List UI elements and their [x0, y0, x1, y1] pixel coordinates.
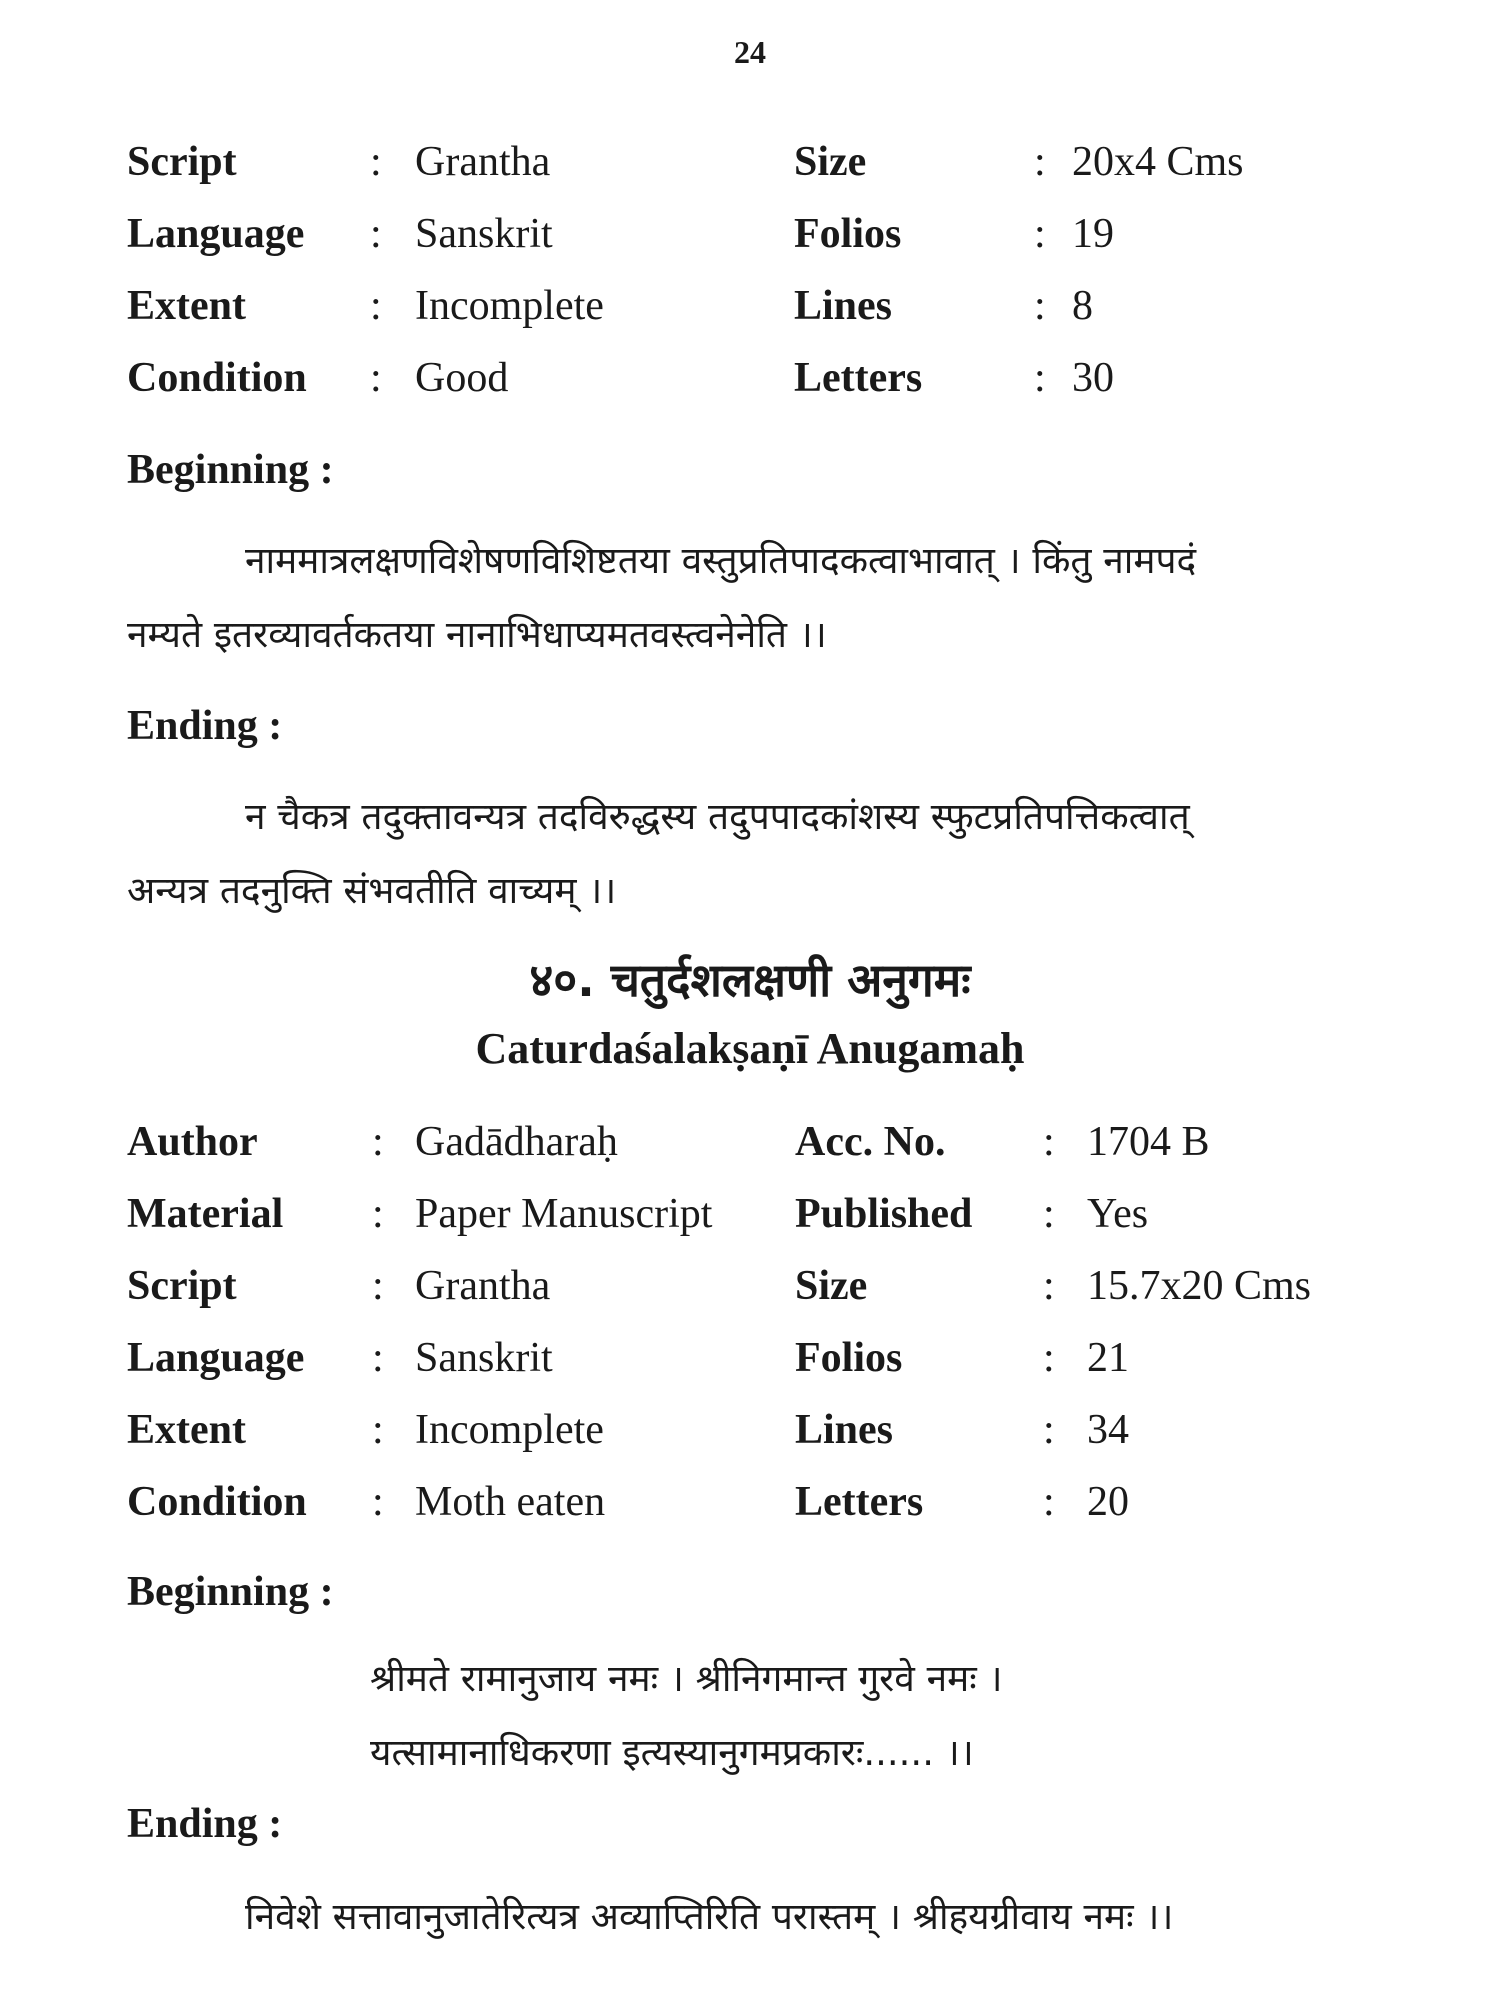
field-colon: :	[372, 1407, 384, 1453]
field-label-2: Lines	[795, 1407, 894, 1453]
beginning-line: श्रीमते रामानुजाय नमः । श्रीनिगमान्त गुरवे नमः ।	[370, 1657, 1003, 1700]
page-number: 24	[734, 34, 766, 70]
field-label-2: Letters	[794, 355, 923, 401]
field-value: Gadādharaḥ	[415, 1119, 618, 1165]
field-value: Good	[415, 355, 509, 401]
field-value: Grantha	[415, 139, 551, 185]
field-colon: :	[372, 1119, 384, 1165]
field-label-2: Letters	[795, 1479, 924, 1525]
meta-row-language	[127, 1328, 1367, 1388]
meta-row-extent	[127, 1400, 1367, 1460]
field-value-2: 1704 B	[1087, 1119, 1210, 1165]
field-value-2: 8	[1072, 283, 1093, 329]
field-colon-2: :	[1043, 1191, 1055, 1237]
field-label: Condition	[127, 1479, 307, 1525]
field-colon-2: :	[1043, 1263, 1055, 1309]
field-label: Condition	[127, 355, 307, 401]
field-label-2: Folios	[795, 1335, 903, 1381]
field-colon: :	[370, 283, 382, 329]
ending-line: निवेशे सत्तावानुजातेरित्यत्र अव्याप्तिरिति परास्तम् । श्रीहयग्रीवाय नमः ।।	[245, 1895, 1174, 1938]
field-label: Language	[127, 1335, 305, 1381]
field-label: Language	[127, 211, 305, 257]
field-label-2: Size	[794, 139, 867, 185]
entry-title-devanagari: ४०. चतुर्दशलक्षणी अनुगमः	[529, 953, 971, 1007]
meta-row-author	[127, 1112, 1367, 1172]
field-label-2: Size	[795, 1263, 868, 1309]
field-value: Sanskrit	[415, 1335, 553, 1381]
field-value-2: 19	[1072, 211, 1114, 257]
field-label: Extent	[127, 1407, 246, 1453]
field-value: Sanskrit	[415, 211, 553, 257]
field-colon: :	[370, 355, 382, 401]
field-colon-2: :	[1043, 1335, 1055, 1381]
beginning-line: नाममात्रलक्षणविशेषणविशिष्टतया वस्तुप्रतिपादकत्वाभावात् । किंतु नामपदं	[245, 539, 1197, 582]
field-value-2: 15.7x20 Cms	[1087, 1263, 1312, 1309]
field-colon-2: :	[1034, 355, 1046, 401]
field-label-2: Acc. No.	[795, 1119, 946, 1165]
meta-row-condition	[127, 1472, 1367, 1532]
field-value: Incomplete	[415, 283, 604, 329]
field-label: Script	[127, 139, 237, 185]
field-colon-2: :	[1034, 283, 1046, 329]
field-label-2: Lines	[794, 283, 893, 329]
field-colon: :	[370, 139, 382, 185]
field-colon: :	[370, 211, 382, 257]
field-colon-2: :	[1034, 139, 1046, 185]
field-value-2: Yes	[1087, 1191, 1149, 1237]
field-label: Script	[127, 1263, 237, 1309]
beginning-heading: Beginning :	[127, 1569, 334, 1615]
field-colon-2: :	[1043, 1479, 1055, 1525]
meta-row-material	[127, 1184, 1367, 1244]
field-colon-2: :	[1034, 211, 1046, 257]
meta-row-condition	[127, 348, 1307, 408]
meta-row-script	[127, 1256, 1367, 1316]
field-value-2: 34	[1087, 1407, 1129, 1453]
beginning-line: यत्सामानाधिकरणा इत्यस्यानुगमप्रकारः...... ।।	[370, 1731, 974, 1774]
field-label: Author	[127, 1119, 258, 1165]
ending-line: अन्यत्र तदनुक्ति संभवतीति वाच्यम् ।।	[127, 869, 617, 912]
field-colon: :	[372, 1191, 384, 1237]
ending-heading: Ending :	[127, 703, 283, 749]
field-value: Grantha	[415, 1263, 551, 1309]
field-colon: :	[372, 1335, 384, 1381]
field-value-2: 20x4 Cms	[1072, 139, 1244, 185]
beginning-heading: Beginning :	[127, 447, 334, 493]
field-value: Moth eaten	[415, 1479, 606, 1525]
field-label: Extent	[127, 283, 246, 329]
field-value-2: 30	[1072, 355, 1114, 401]
ending-line: न चैकत्र तदुक्तावन्यत्र तदविरुद्धस्य तदुपपादकांशस्य स्फुटप्रतिपत्तिकत्वात्	[245, 795, 1190, 838]
field-value-2: 20	[1087, 1479, 1129, 1525]
meta-row-language	[127, 204, 1307, 264]
field-colon: :	[372, 1263, 384, 1309]
field-colon-2: :	[1043, 1119, 1055, 1165]
field-value: Paper Manuscript	[415, 1191, 713, 1237]
ending-heading: Ending :	[127, 1801, 283, 1847]
meta-row-extent	[127, 276, 1307, 336]
field-label-2: Published	[795, 1191, 973, 1237]
field-colon-2: :	[1043, 1407, 1055, 1453]
field-label: Material	[127, 1191, 284, 1237]
field-value: Incomplete	[415, 1407, 604, 1453]
field-colon: :	[372, 1479, 384, 1525]
beginning-line: नम्यते इतरव्यावर्तकतया नानाभिधाप्यमतवस्त्वनेनेति ।।	[127, 613, 827, 656]
field-label-2: Folios	[794, 211, 902, 257]
field-value-2: 21	[1087, 1335, 1129, 1381]
entry-title-latin: Caturdaśalakṣaṇī Anugamaḥ	[475, 1024, 1025, 1073]
meta-row-script	[127, 132, 1307, 192]
